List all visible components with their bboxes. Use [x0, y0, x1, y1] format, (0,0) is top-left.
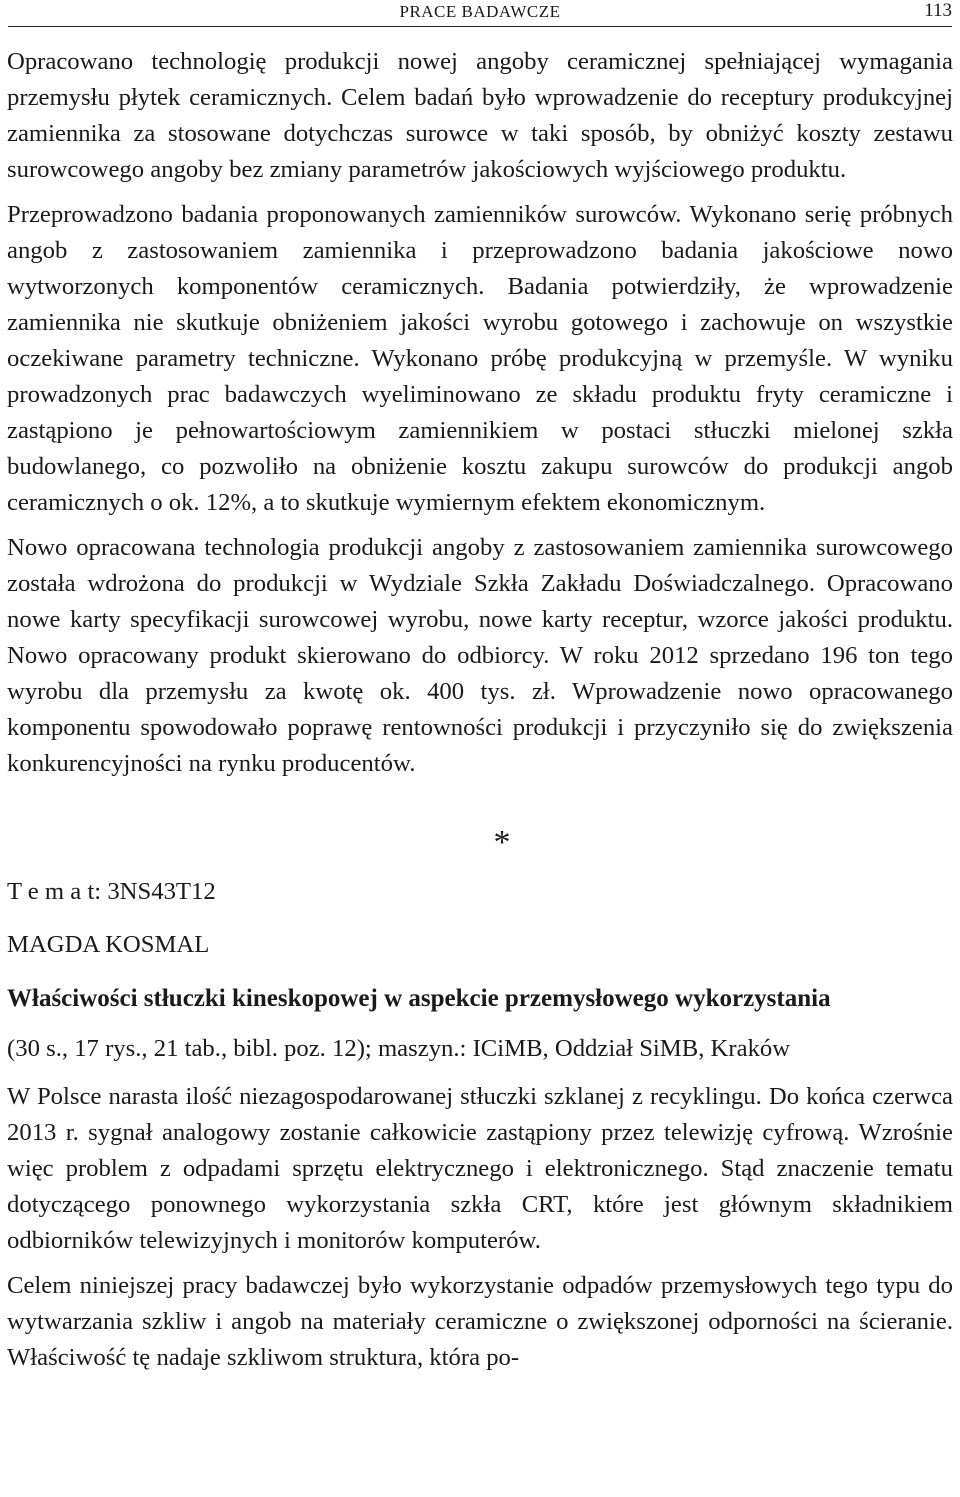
topic-code: T e m a t: 3NS43T12	[7, 878, 216, 905]
page-header	[8, 0, 952, 27]
article1-paragraph-1: Opracowano technologię produkcji nowej angoby ceramicznej spełniającej wymagania przemysłu płytek ceramicznych. Celem badań było wprowadzenie do receptury produkcyjnej zamiennika za stosowane dotychczas surowce w taki sposób, by obniżyć koszty zestawu surowcowego angoby bez zmiany parametrów jakościowych wyjściowego produktu.	[7, 48, 953, 183]
page-body	[7, 44, 953, 1385]
article2-paragraph-1: W Polsce narasta ilość niezagospodarowanej stłuczki szklanej z recyklingu. Do końca czerwca 2013 r. sygnał analogowy zostanie całkowicie zastąpiony przez telewizję cyfrową. Wzrośnie więc problem z odpadami sprzętu elektrycznego i elektronicznego. Stąd znaczenie tematu dotyczącego ponownego wykorzystania szkła CRT, które jest głównym składnikiem odbiorników telewizyjnych i monitorów komputerów.	[7, 1083, 953, 1254]
running-head: PRACE BADAWCZE	[399, 2, 561, 21]
article2-paragraph-2: Celem niniejszej pracy badawczej było wykorzystanie odpadów przemysłowych tego typu do wytwarzania szkliw i angob na materiały ceramiczne o zwiększonej odporności na ścieranie. Właściwość tę nadaje szkliwom struktura, która po-	[7, 1272, 953, 1371]
page-number: 113	[924, 0, 952, 21]
section-separator: *	[493, 824, 511, 861]
bibliographic-note: (30 s., 17 rys., 21 tab., bibl. poz. 12); maszyn.: ICiMB, Oddział SiMB, Kraków	[7, 1035, 791, 1062]
article1-paragraph-2: Przeprowadzono badania proponowanych zamienników surowców. Wykonano serię próbnych angob z zastosowaniem zamiennika i przeprowadzono badania jakościowe nowo wytworzonych komponentów ceramicznych. Badania potwierdziły, że wprowadzenie zamiennika nie skutkuje obniżeniem jakości wyrobu gotowego i zachowuje on wszystkie oczekiwane parametry techniczne. Wykonano próbę produkcyjną w przemyśle. W wyniku prowadzonych prac badawczych wyeliminowano ze składu produktu fryty ceramiczne i zastąpiono je pełnowartościowym zamiennikiem w postaci stłuczki mielonej szkła budowlanego, co pozwoliło na obniżenie kosztu zakupu surowców do produkcji angob ceramicznych o ok. 12%, a to skutkuje wymiernym efektem ekonomicznym.	[7, 201, 953, 516]
article-title: Właściwości stłuczki kineskopowej w aspekcie przemysłowego wykorzystania	[7, 985, 831, 1012]
article1-paragraph-3: Nowo opracowana technologia produkcji angoby z zastosowaniem zamiennika surowcowego została wdrożona do produkcji w Wydziale Szkła Zakładu Doświadczalnego. Opracowano nowe karty specyfikacji surowcowej wyrobu, nowe karty receptur, wzorce jakości produktu. Nowo opracowany produkt skierowano do odbiorcy. W roku 2012 sprzedano 196 ton tego wyrobu dla przemysłu za kwotę ok. 400 tys. zł. Wprowadzenie nowo opracowanego komponentu spowodowało poprawę rentowności produkcji i przyczyniło się do zwiększenia konkurencyjności na rynku producentów.	[7, 534, 953, 777]
author-name: MAGDA KOSMAL	[7, 931, 210, 958]
